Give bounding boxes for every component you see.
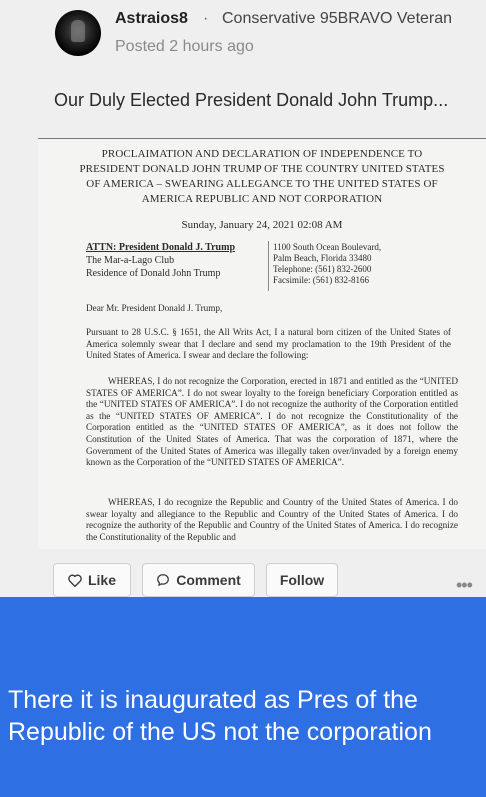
group-name[interactable]: Conservative 95BRAVO Veteran [222,10,453,27]
caption-text: There it is inaugurated as Pres of the Republic of the US not the corporation [8,686,432,746]
heart-icon [68,574,82,587]
address-line: Residence of Donald John Trump [86,268,221,279]
document-date: Sunday, January 24, 2021 02:08 AM [181,219,343,231]
document-paragraph: WHEREAS, I do not recognize the Corporation, erected in 1871 and entitled as the “UNITED STATES OF AMERICA”. I do not swear loyalty to the foreign beneficiary Corporation entitled as the “UNITED STATES OF AMERICA”. I do not recognize the authority of the Corporation entitled as the “UNITED STATES OF AMERICA”. I do not recognize the Constitutionality of the Corporation entitled as the “UNITED STATES OF AMERICA”, as it does not follow the Constitution of the United States of America. That was the corporation of 1871, where the Government of the United States of America was illegally taken over/invaded by a foreign enemy known as the Corporation of the “UNITED STATES OF AMERICA”. [86,376,458,468]
like-button[interactable] [53,563,131,597]
separator-dot: · [203,10,209,27]
address-to: ATTN: President Donald J. Trump [86,242,235,253]
document-paragraph: WHEREAS, I do recognize the Republic and Country of the United States of America. I do swear loyalty and allegiance to the Republic and Country of the United States of America. I do recognize the authority of the Republic and Country of the United States of America. I do recognize the Constitutionality of the Republic and [86,497,458,542]
post-timestamp: Posted 2 hours ago [115,38,254,55]
contact-line: Telephone: (561) 832-2600 [273,264,372,274]
post-title[interactable]: Our Duly Elected President Donald John Trump... [54,90,449,110]
contact-line: 1100 South Ocean Boulevard, [273,242,382,252]
contact-block [273,242,381,286]
speech-bubble-icon [156,573,170,587]
caption-banner [0,597,486,797]
follow-label: Follow [279,572,325,588]
comment-button[interactable] [142,563,255,597]
author-name[interactable]: Astraios8 [115,10,188,27]
document-image[interactable] [38,139,486,549]
post-header [0,0,486,70]
avatar-figure-icon [71,20,85,42]
more-options-icon[interactable]: ••• [456,575,472,595]
document-heading: PROCLAIMATION AND DECLARATION OF INDEPENDENCE TO PRESIDENT DONALD JOHN TRUMP OF THE COUNTRY UNITED STATES OF AMERICA – SWEARING ALLEGANCE TO THE UNITED STATES OF AMERICA REPUBLIC AND NOT CORPORATION [79,148,445,205]
document-paragraph: Pursuant to 28 U.S.C. § 1651, the All Writs Act, I a natural born citizen of the United States of America solemnly swear that I declare and send my proclamation to the 19th President of the United States of America. I swear and declare the following: [86,327,451,361]
like-label: Like [87,572,116,588]
contact-line: Facsimile: (561) 832-8166 [273,275,369,285]
contact-line: Palm Beach, Florida 33480 [273,253,372,263]
address-block [86,241,269,291]
follow-button[interactable] [266,563,338,597]
document-salutation: Dear Mr. President Donald J. Trump, [86,303,223,313]
address-line: The Mar-a-Lago Club [86,255,175,266]
comment-label: Comment [176,572,241,588]
